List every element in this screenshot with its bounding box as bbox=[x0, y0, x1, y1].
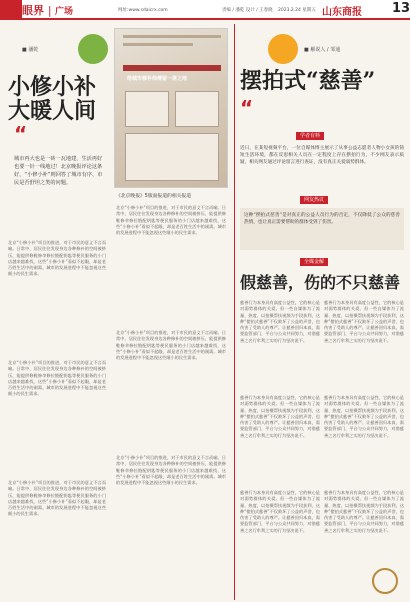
left-body-col1c: 北京“小修小补”项目的推进，对于市民的意义不言而喻。日常中，居民往往发现身边各种修补的空间被挤压，能提供修鞋修伞修拉链配钥匙等便民服务的小门店越来越难找，这些“小修小补”看似不起眼，却是老百姓生活中的刚需。城市的发展进程中不能忽视这些细小的民生需求。 bbox=[8, 480, 106, 517]
right-body-1: 近日，在某短视频平台，一位自媒体博主展示了从事公益志愿者人物小女孩的简短生活环境，都在反思相关人员在一定程度上存在摆拍行为，不少网友表示质疑，相关网友通过评论留言进行查证，没有真正关爱弱势群体。 bbox=[240, 146, 404, 165]
photo-block bbox=[125, 91, 169, 127]
column-badge-icon bbox=[268, 34, 298, 64]
tag-scholar: 学者有料 bbox=[296, 132, 324, 140]
middle-body-col2: 北京“小修小补”项目的推进，对于市民的意义不言而喻。日常中，居民往往发现身边各种修补的空间被挤压，能提供修鞋修伞修拉链配钥匙等便民服务的小门店越来越难找，这些“小修小补”看似不起眼，却是老百姓生活中的刚需。城市的发展进程中不能忽视这些细小的民生需求。 bbox=[116, 330, 226, 361]
tag-netizen: 网友热议 bbox=[300, 196, 328, 204]
page-header bbox=[0, 0, 410, 20]
right-quote-mark: “ bbox=[240, 96, 254, 120]
article-photo bbox=[114, 28, 228, 188]
middle-body-col3: 北京“小修小补”项目的推进，对于市民的意义不言而喻。日常中，居民往往发现身边各种修补的空间被挤压，能提供修鞋修伞修拉链配钥匙等便民服务的小门店越来越难找，这些“小修小补”看似不起眼，却是老百姓生活中的刚需。城市的发展进程中不能忽视这些细小的民生需求。 bbox=[116, 455, 226, 486]
photo-band bbox=[123, 35, 221, 38]
photo-band bbox=[123, 43, 193, 46]
middle-body-col: 北京“小修小补”项目的推进，对于市民的意义不言而喻。日常中，居民往往发现身边各种修补的空间被挤压，能提供修鞋修伞修拉链配钥匙等便民服务的小门店越来越难找，这些“小修小补”看似不起眼，却是老百姓生活中的刚需。城市的发展进程中不能忽视这些细小的民生需求。 bbox=[116, 205, 226, 236]
right-body-2b: 慈善行为本身具有高度公益性，它的核心是对弱势群体的关爱。但一些自媒体为了流量、热度，以拍摄帮扶视频为手段获利，这种“摆拍式慈善”不仅败坏了公益的声誉，也伤害了受助人的尊严。让慈善回归本真，需要监管部门、平台与公众共同努力，对借慈善之名行牟利之实的行为坚决说不。 bbox=[324, 300, 404, 343]
right-body-2c: 慈善行为本身具有高度公益性，它的核心是对弱势群体的关爱。但一些自媒体为了流量、热度，以拍摄帮扶视频为手段获利，这种“摆拍式慈善”不仅败坏了公益的声誉，也伤害了受助人的尊严。让慈善回归本真，需要监管部门、平台与公众共同努力，对借慈善之名行牟利之实的行为坚决说不。 bbox=[240, 395, 320, 438]
right-editor-note: ■ 解说人 / 邹通 bbox=[304, 47, 341, 53]
tag-media: 全媒金解 bbox=[300, 258, 328, 266]
website-label: 网址:www.sdaicrx.com bbox=[118, 8, 168, 13]
column-divider bbox=[234, 24, 235, 600]
left-editor-note: ■ 潘乾 bbox=[22, 47, 39, 53]
section-divider: | bbox=[47, 4, 56, 17]
photo-block bbox=[125, 133, 219, 181]
right-body-2a: 慈善行为本身具有高度公益性，它的核心是对弱势群体的关爱。但一些自媒体为了流量、热度，以拍摄帮扶视频为手段获利，这种“摆拍式慈善”不仅败坏了公益的声誉，也伤害了受助人的尊严。让慈善回归本真，需要监管部门、平台与公众共同努力，对借慈善之名行牟利之实的行为坚决说不。 bbox=[240, 300, 320, 343]
right-subheadline: 假慈善，伤的不只慈善 bbox=[240, 273, 401, 292]
photo-block bbox=[175, 91, 219, 127]
photo-headline: 给城市修补师傅留一席之地 bbox=[127, 76, 188, 82]
left-body-col1b: 北京“小修小补”项目的推进，对于市民的意义不言而喻。日常中，居民往往发现身边各种修补的空间被挤压，能提供修鞋修伞修拉链配钥匙等便民服务的小门店越来越难找，这些“小修小补”看似不起眼，却是老百姓生活中的刚需。城市的发展进程中不能忽视这些细小的民生需求。 bbox=[8, 360, 106, 397]
right-headline: 摆拍式“慈善” bbox=[240, 68, 376, 94]
issue-date: 2023.2.24 星期五 bbox=[278, 8, 316, 13]
photo-headline-bar bbox=[123, 65, 221, 71]
photo-caption: 《北京晚报》5版面报道的相关报道 bbox=[116, 194, 192, 199]
section-title bbox=[22, 2, 73, 18]
left-intro: 城市再大也是一砖一瓦地建，生活再好也要一针一线地过！北京晚报评论这条好，“小修小补”则回答了城市有序、市民是否舒坦之类的问题。 bbox=[14, 156, 103, 186]
newspaper-brand: 山东商报 bbox=[322, 7, 362, 18]
column-badge-icon bbox=[78, 34, 108, 64]
seal-stamp-icon bbox=[372, 568, 398, 594]
left-body-col1: 北京“小修小补”项目的推进，对于市民的意义不言而喻。日常中，居民往往发现身边各种修补的空间被挤压，能提供修鞋修伞修拉链配钥匙等便民服务的小门店越来越难找，这些“小修小补”看似不起眼，却是老百姓生活中的刚需。城市的发展进程中不能忽视这些细小的民生需求。 bbox=[8, 240, 106, 277]
quote-box-text: 这种“摆拍式慈善”是对真正的公益人员行为的否定，不仅降低了公众的慈善热情，也让真正需要帮助的群体受到了伤害。 bbox=[244, 213, 400, 225]
right-body-2e: 慈善行为本身具有高度公益性，它的核心是对弱势群体的关爱。但一些自媒体为了流量、热度，以拍摄帮扶视频为手段获利，这种“摆拍式慈善”不仅败坏了公益的声誉，也伤害了受助人的尊严。让慈善回归本真，需要监管部门、平台与公众共同努力，对借慈善之名行牟利之实的行为坚决说不。 bbox=[240, 490, 320, 533]
section-logo bbox=[0, 0, 22, 20]
editor-meta: 责编 / 潘乾 设计 / 王春晓 bbox=[222, 8, 273, 13]
page-number: 13 bbox=[392, 1, 410, 16]
section-name: 眼界 bbox=[22, 4, 44, 17]
right-body-2f: 慈善行为本身具有高度公益性，它的核心是对弱势群体的关爱。但一些自媒体为了流量、热度，以拍摄帮扶视频为手段获利，这种“摆拍式慈善”不仅败坏了公益的声誉，也伤害了受助人的尊严。让慈善回归本真，需要监管部门、平台与公众共同努力，对借慈善之名行牟利之实的行为坚决说不。 bbox=[324, 490, 404, 533]
left-headline-line2: 大暖人间 bbox=[8, 98, 97, 124]
left-quote-mark: “ bbox=[14, 122, 28, 146]
subsection-name: 广场 bbox=[55, 7, 74, 17]
right-body-2d: 慈善行为本身具有高度公益性，它的核心是对弱势群体的关爱。但一些自媒体为了流量、热度，以拍摄帮扶视频为手段获利，这种“摆拍式慈善”不仅败坏了公益的声誉，也伤害了受助人的尊严。让慈善回归本真，需要监管部门、平台与公众共同努力，对借慈善之名行牟利之实的行为坚决说不。 bbox=[324, 395, 404, 438]
left-headline-line1: 小修小补 bbox=[8, 74, 97, 100]
